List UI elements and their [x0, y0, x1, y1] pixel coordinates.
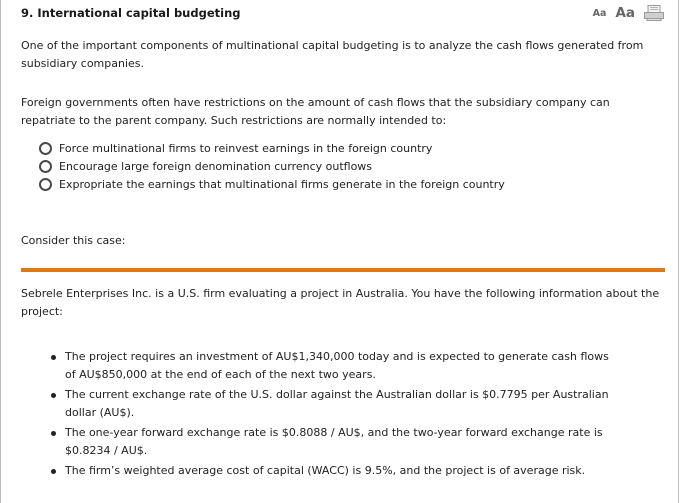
- bullet-icon: [51, 431, 56, 436]
- answer-option-label: Expropriate the earnings that multinational firms generate in the foreign country: [59, 177, 505, 191]
- radio-button[interactable]: [39, 178, 52, 191]
- answer-option-1[interactable]: [39, 139, 505, 157]
- list-item: [49, 462, 609, 480]
- answer-option-2[interactable]: [39, 157, 505, 175]
- list-item: [49, 386, 609, 422]
- answer-option-3[interactable]: [39, 175, 505, 193]
- increase-font-button[interactable]: Aa: [615, 5, 635, 21]
- case-facts-list: [49, 348, 609, 482]
- list-item-text: The project requires an investment of AU$1,340,000 today and is expected to generate cash flows of AU$850,000 at the end of each of the next two years.: [65, 350, 609, 381]
- intro-paragraph: One of the important components of multinational capital budgeting is to analyze the cash flows generated from subsidiary companies.: [21, 39, 644, 70]
- print-icon[interactable]: [644, 5, 664, 21]
- list-item-text: The firm’s weighted average cost of capital (WACC) is 9.5%, and the project is of average risk.: [65, 464, 586, 477]
- radio-button[interactable]: [39, 160, 52, 173]
- decrease-font-button[interactable]: Aa: [592, 8, 607, 19]
- case-intro: Consider this case:: [21, 234, 126, 247]
- question-title: 9. International capital budgeting: [21, 6, 241, 20]
- section-divider: [21, 268, 665, 272]
- list-item-text: The one-year forward exchange rate is $0.8088 / AU$, and the two-year forward exchange rate is $0.8234 / AU$.: [65, 426, 603, 457]
- radio-button[interactable]: [39, 142, 52, 155]
- bullet-icon: [51, 355, 56, 360]
- answer-option-label: Force multinational firms to reinvest earnings in the foreign country: [59, 141, 433, 155]
- answer-options: [39, 139, 505, 193]
- restrictions-paragraph: Foreign governments often have restrictions on the amount of cash flows that the subsidiary company can repatriate to the parent company. Such restrictions are normally intended to:: [21, 96, 610, 127]
- toolbar: [593, 5, 664, 21]
- list-item: [49, 424, 609, 460]
- answer-option-label: Encourage large foreign denomination currency outflows: [59, 159, 373, 173]
- bullet-icon: [51, 393, 56, 398]
- list-item-text: The current exchange rate of the U.S. dollar against the Australian dollar is $0.7795 per Australian dollar (AU$).: [65, 388, 609, 419]
- bullet-icon: [51, 469, 56, 474]
- case-description: Sebrele Enterprises Inc. is a U.S. firm evaluating a project in Australia. You have the following information about the project:: [21, 287, 660, 318]
- list-item: [49, 348, 609, 384]
